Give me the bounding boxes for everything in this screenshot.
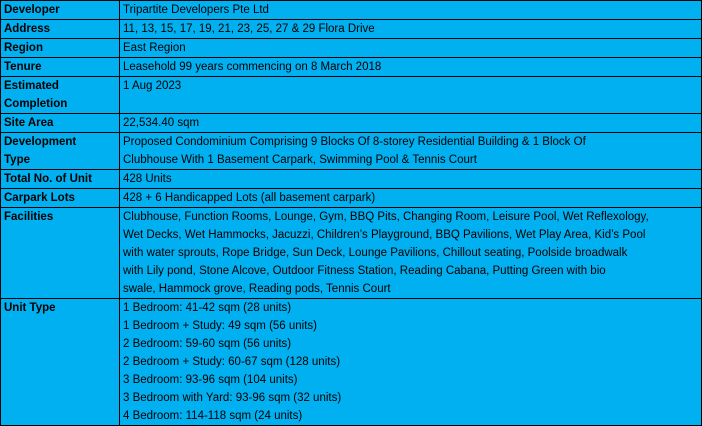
spec-value [120,39,702,58]
spec-label-line: Estimated [4,80,59,92]
spec-label: Unit Type [1,299,120,426]
spec-value [120,1,702,20]
spec-value [120,208,702,299]
spec-row [1,77,702,114]
spec-value-line: with water sprouts, Rope Bridge, Sun Deck, Lounge Pavilions, Chillout seating, Poolside broadwalk [123,247,628,259]
spec-row [1,133,702,170]
spec-row [1,20,702,39]
spec-value-line: 11, 13, 15, 17, 19, 21, 23, 25, 27 & 29 Flora Drive [123,23,375,35]
spec-value-line: Clubhouse, Function Rooms, Lounge, Gym, BBQ Pits, Changing Room, Leisure Pool, Wet Reflexology, [123,211,649,223]
spec-row [1,114,702,133]
spec-label: Developer [1,1,120,20]
spec-label-line: Type [4,154,30,166]
spec-value [120,189,702,208]
spec-value-line: swale, Hammock grove, Reading pods, Tennis Court [123,283,391,295]
spec-label: Tenure [1,58,120,77]
spec-label [1,77,120,114]
spec-label: Site Area [1,114,120,133]
spec-value-line: Clubhouse With 1 Basement Carpark, Swimming Pool & Tennis Court [123,154,477,166]
spec-row [1,58,702,77]
spec-value-line: 3 Bedroom with Yard: 93-96 sqm (32 units) [123,392,342,404]
spec-row [1,208,702,299]
spec-value-line: Wet Decks, Wet Hammocks, Jacuzzi, Children’s Playground, BBQ Pavilions, Wet Play Area, Kid’s Pool [123,229,646,241]
spec-value-line: 2 Bedroom + Study: 60-67 sqm (128 units) [123,356,341,368]
spec-row [1,39,702,58]
spec-value-line: 428 Units [123,173,172,185]
spec-label: Carpark Lots [1,189,120,208]
spec-value-line: 2 Bedroom: 59-60 sqm (56 units) [123,338,292,350]
spec-row [1,189,702,208]
spec-label: Total No. of Unit [1,170,120,189]
spec-value-line: 22,534.40 sqm [123,117,200,129]
spec-value [120,20,702,39]
spec-row [1,170,702,189]
spec-value [120,77,702,114]
spec-value [120,58,702,77]
spec-value-line: 1 Aug 2023 [123,80,182,92]
project-spec-body [1,1,702,426]
spec-value-line: East Region [123,42,186,54]
spec-label-line: Completion [4,98,68,110]
spec-label [1,133,120,170]
spec-value [120,114,702,133]
spec-value [120,299,702,426]
spec-row [1,299,702,426]
spec-value-line: Leasehold 99 years commencing on 8 March 2018 [123,61,382,73]
spec-row [1,1,702,20]
spec-value [120,133,702,170]
spec-label: Facilities [1,208,120,299]
spec-value-line: Tripartite Developers Pte Ltd [123,4,269,16]
spec-label: Region [1,39,120,58]
spec-label-line: Development [4,136,77,148]
spec-value-line: 3 Bedroom: 93-96 sqm (104 units) [123,374,298,386]
spec-value-line: 428 + 6 Handicapped Lots (all basement carpark) [123,192,376,204]
spec-value-line: with Lily pond, Stone Alcove, Outdoor Fitness Station, Reading Cabana, Putting Green with bio [123,265,606,277]
spec-value-line: 4 Bedroom: 114-118 sqm (24 units) [123,410,303,422]
spec-value-line: 1 Bedroom: 41-42 sqm (28 units) [123,302,292,314]
spec-value-line: Proposed Condominium Comprising 9 Blocks Of 8-storey Residential Building & 1 Block Of [123,136,586,148]
spec-value [120,170,702,189]
spec-value-line: 1 Bedroom + Study: 49 sqm (56 units) [123,320,318,332]
spec-label: Address [1,20,120,39]
